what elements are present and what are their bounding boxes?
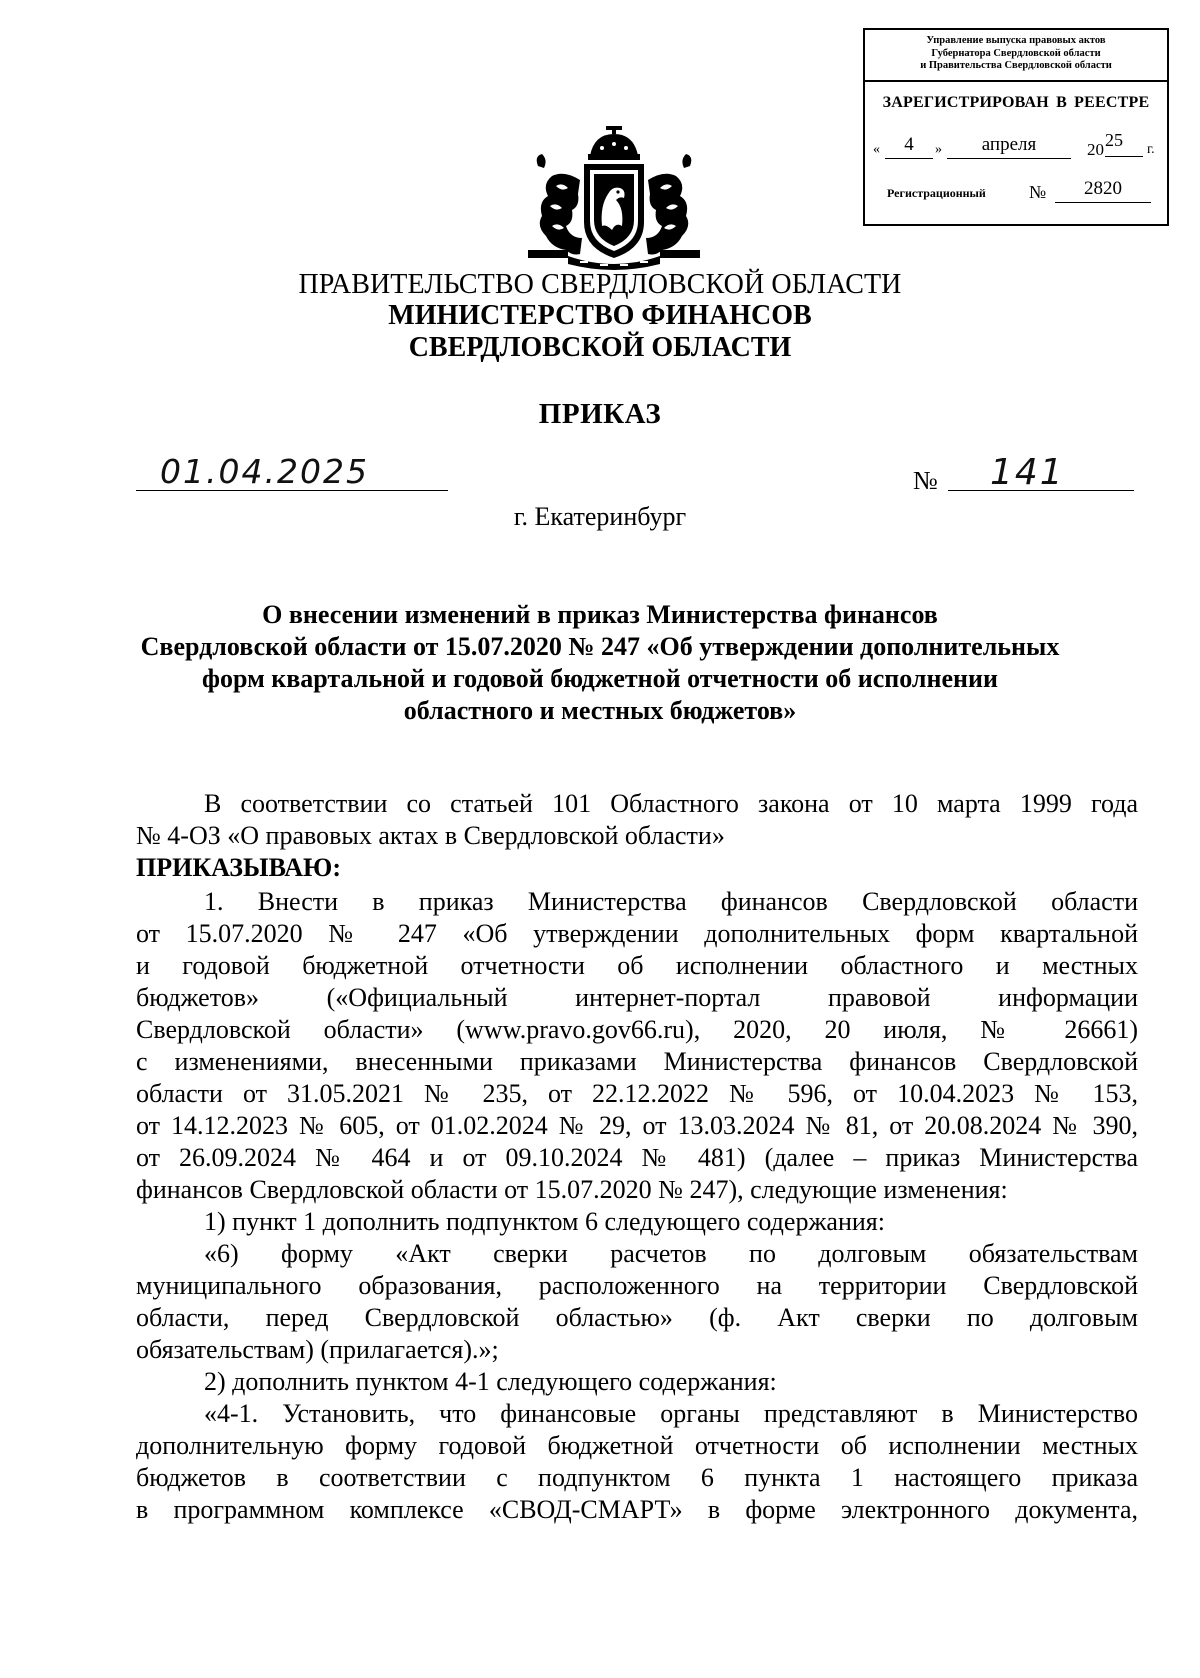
registry-stamp (863, 28, 1169, 226)
stamp-reg-number: 2820 (1055, 178, 1151, 203)
body-line: «6) форму «Акт сверки расчетов по долговым обязательствам (204, 1239, 1138, 1268)
body-line: В соответствии со статьей 101 Областного закона от 10 марта 1999 года (204, 789, 1138, 818)
stamp-year-suffix: г. (1147, 142, 1155, 157)
number-underline (948, 490, 1134, 491)
coat-of-arms-icon (528, 126, 700, 270)
stamp-year: 25 (1105, 130, 1143, 157)
title-line: Свердловской области от 15.07.2020 № 247 «Об утверждении дополнительных (140, 632, 1060, 661)
stamp-reg-label: Регистрационный (887, 186, 986, 200)
title-line: областного и местных бюджетов» (403, 696, 797, 725)
date-underline (136, 490, 448, 491)
stamp-day: 4 (885, 134, 933, 159)
document-type: ПРИКАЗ (538, 398, 662, 430)
stamp-quote-open: « (873, 142, 880, 157)
body-line: бюджетов в соответствии с подпунктом 6 пункта 1 настоящего приказа (136, 1463, 1138, 1492)
region-title: СВЕРДЛОВСКОЙ ОБЛАСТИ (408, 332, 792, 363)
order-date: 01.04.2025 (160, 452, 369, 491)
body-line: области, перед Свердловской областью» (ф. Акт сверки по долговым (136, 1303, 1138, 1332)
stamp-header-line: Губернатора Свердловской области (931, 47, 1101, 59)
ministry-title: МИНИСТЕРСТВО ФИНАНСОВ (388, 300, 812, 331)
government-title: ПРАВИТЕЛЬСТВО СВЕРДЛОВСКОЙ ОБЛАСТИ (298, 269, 902, 300)
order-city: г. Екатеринбург (513, 502, 687, 531)
stamp-date (873, 130, 1163, 164)
body-line: с изменениями, внесенными приказами Министерства финансов Свердловской (136, 1047, 1138, 1076)
stamp-registered-label: ЗАРЕГИСТРИРОВАН В РЕЕСТРЕ (882, 94, 1150, 111)
stamp-reg-number-row (887, 178, 1157, 208)
body-line: № 4-ОЗ «О правовых актах в Свердловской области» (136, 821, 725, 850)
body-line: области от 31.05.2021 № 235, от 22.12.2022 № 596, от 10.04.2023 № 153, (136, 1079, 1138, 1108)
stamp-quote-close: » (935, 142, 942, 157)
body-line: от 15.07.2020 № 247 «Об утверждении дополнительных форм квартальной (136, 919, 1138, 948)
body-line: от 26.09.2024 № 464 и от 09.10.2024 № 481) (далее – приказ Министерства (136, 1143, 1138, 1172)
body-line: «4-1. Установить, что финансовые органы представляют в Министерство (204, 1399, 1138, 1428)
body-line: от 14.12.2023 № 605, от 01.02.2024 № 29, от 13.03.2024 № 81, от 20.08.2024 № 390, (136, 1111, 1138, 1140)
body-line: бюджетов» («Официальный интернет-портал правовой информации (136, 983, 1138, 1012)
body-line: обязательствам) (прилагается).»; (136, 1335, 499, 1364)
order-title (120, 599, 1080, 727)
body-line: в программном комплексе «СВОД-СМАРТ» в форме электронного документа, (136, 1495, 1138, 1524)
title-line: форм квартальной и годовой бюджетной отчетности об исполнении (202, 664, 998, 693)
body-line: дополнительную форму годовой бюджетной отчетности об исполнении местных (136, 1431, 1138, 1460)
order-directive: ПРИКАЗЫВАЮ: (136, 853, 341, 882)
body-line: муниципального образования, расположенного на территории Свердловской (136, 1271, 1138, 1300)
stamp-header-line: Управление выпуска правовых актов (926, 35, 1106, 46)
body-line: 1) пункт 1 дополнить подпунктом 6 следующего содержания: (204, 1207, 885, 1236)
stamp-month: апреля (947, 134, 1071, 159)
body-line: и годовой бюджетной отчетности об исполнении областного и местных (136, 951, 1138, 980)
stamp-year-prefix: 20 (1087, 140, 1104, 159)
body-line: Свердловской области» (www.pravo.gov66.ru), 2020, 20 июля, № 26661) (136, 1015, 1138, 1044)
stamp-num-sign: № (1029, 182, 1047, 202)
body-line: финансов Свердловской области от 15.07.2020 № 247), следующие изменения: (136, 1175, 1008, 1204)
title-line: О внесении изменений в приказ Министерства финансов (262, 600, 938, 629)
stamp-header-line: и Правительства Свердловской области (920, 60, 1112, 71)
stamp-header (865, 30, 1167, 82)
body-line: 1. Внести в приказ Министерства финансов Свердловской области (204, 887, 1138, 916)
body-line: 2) дополнить пунктом 4-1 следующего содержания: (204, 1367, 777, 1396)
order-number: 141 (990, 452, 1065, 493)
order-num-sign: № (913, 466, 938, 495)
